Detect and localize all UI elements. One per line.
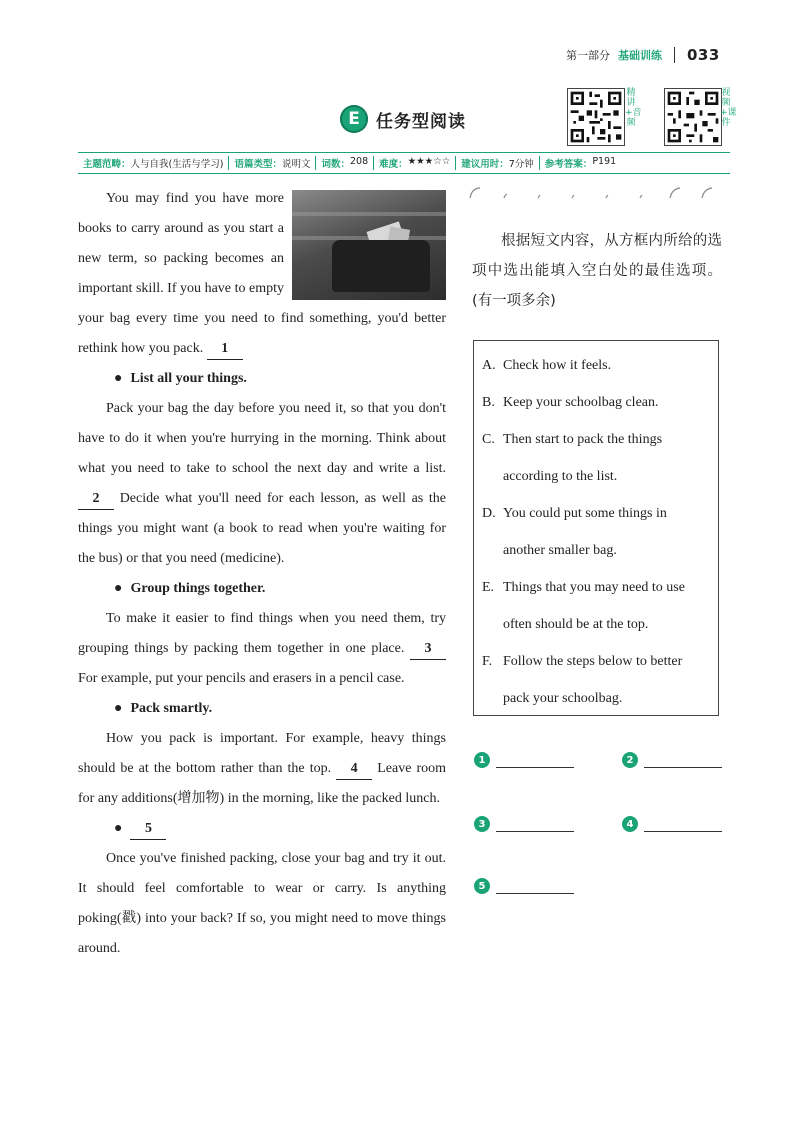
decorative-dashes <box>466 186 726 200</box>
para-text: Leave room for any additions(增加物) in the morning, like the packed lunch. <box>78 761 447 806</box>
option-f <box>482 643 710 717</box>
intro-text: You may find you have more books to carry around as you start a new term, so packing becomes an important skill. If you have to empty your bag every time you need to find something, you'd better rethink how you pack. <box>78 191 446 356</box>
option-text: You could put some things in another smaller bag. <box>503 506 667 558</box>
meta-key: 主题范畴： <box>83 159 131 170</box>
answer-line[interactable] <box>496 817 574 832</box>
answer-1[interactable] <box>474 752 574 768</box>
qr-label-audio: 精讲+音频 <box>625 88 642 128</box>
option-letter: A. <box>482 358 496 373</box>
blank-4: 4 <box>336 759 372 780</box>
answer-line[interactable] <box>644 817 722 832</box>
meta-theme <box>78 156 228 170</box>
option-letter: F. <box>482 654 493 669</box>
meta-value: 人与自我(生活与学习) <box>130 159 224 170</box>
option-a <box>482 347 710 384</box>
heading-text: List all your things. <box>130 371 247 386</box>
meta-key: 难度： <box>379 159 408 170</box>
paragraph-group <box>78 604 446 694</box>
meta-value: 208 <box>349 156 369 167</box>
answer-3[interactable] <box>474 816 574 832</box>
heading-text: Group things together. <box>130 581 266 596</box>
answer-number: 3 <box>474 816 490 832</box>
option-d <box>482 495 710 569</box>
blank-5: 5 <box>130 819 166 840</box>
answer-2[interactable] <box>622 752 722 768</box>
para-text: Pack your bag the day before you need it, so that you don't have to do it when you're hurrying in the morning. Think about what you need to take to school the next day and write a list. <box>78 401 446 476</box>
page-number: 033 <box>687 46 720 64</box>
heading-pack-smartly <box>78 694 446 724</box>
heading-group-things <box>78 574 446 604</box>
page-header <box>566 44 766 66</box>
option-letter: D. <box>482 506 496 521</box>
meta-value: P191 <box>592 156 617 167</box>
answer-number: 4 <box>622 816 638 832</box>
option-text: Keep your schoolbag clean. <box>503 395 659 410</box>
meta-key: 语篇类型： <box>234 159 282 170</box>
answer-number: 2 <box>622 752 638 768</box>
meta-word-count <box>315 156 373 170</box>
meta-value: 7分钟 <box>508 159 534 170</box>
qr-code-audio[interactable] <box>567 88 625 146</box>
meta-answer-ref <box>539 156 621 170</box>
paragraph-pack <box>78 724 446 814</box>
option-text: Things that you may need to use often should be at the top. <box>503 580 685 632</box>
qr-code-video[interactable] <box>664 88 722 146</box>
task-instruction: 根据短文内容，从方框内所给的选项中选出能填入空白处的最佳选项。(有一项多余) <box>472 233 722 309</box>
section-badge: E <box>340 105 368 133</box>
meta-info-bar <box>78 152 730 174</box>
header-divider <box>674 47 675 63</box>
paragraph-final <box>78 844 446 964</box>
header-section: 基础训练 <box>618 49 662 62</box>
blank-3: 3 <box>410 639 446 660</box>
blank-2: 2 <box>78 489 114 510</box>
options-box <box>473 340 719 716</box>
bullet-dot: ● <box>114 701 123 716</box>
answer-number: 5 <box>474 878 490 894</box>
blank-1: 1 <box>207 339 243 360</box>
para-text: How you pack is important. For example, heavy things should be at the bottom rather than the top. <box>78 731 446 776</box>
meta-value: ★★★☆☆ <box>407 156 451 167</box>
meta-difficulty <box>373 156 455 170</box>
bullet-dot: ● <box>114 821 123 836</box>
passage-intro <box>78 184 446 364</box>
option-text: Follow the steps below to better pack your schoolbag. <box>503 654 683 706</box>
para-text: Once you've finished packing, close your bag and try it out. It should feel comfortable to wear or carry. Is anything poking(戳) into your back? If so, you might need to move things around. <box>78 851 446 956</box>
heading-blank-5 <box>78 814 446 844</box>
answer-line[interactable] <box>644 753 722 768</box>
para-text: Decide what you'll need for each lesson, as well as the things you might want (a book to read when you're waiting for the bus) or that you need (medicine). <box>78 491 447 566</box>
section-title-text: 任务型阅读 <box>376 111 466 132</box>
answer-4[interactable] <box>622 816 722 832</box>
meta-suggested-time <box>455 156 539 170</box>
answer-number: 1 <box>474 752 490 768</box>
bullet-dot: ● <box>114 581 123 596</box>
schoolbag-photo <box>292 190 446 300</box>
qr-pattern <box>568 89 624 145</box>
para-text: For example, put your pencils and erasers in a pencil case. <box>78 671 405 686</box>
answer-5[interactable] <box>474 878 574 894</box>
meta-key: 参考答案： <box>544 159 593 170</box>
qr-pattern <box>665 89 721 145</box>
option-e <box>482 569 710 643</box>
meta-key: 建议用时： <box>461 159 509 170</box>
meta-value: 说明文 <box>281 159 311 170</box>
answer-line[interactable] <box>496 879 574 894</box>
option-c <box>482 421 710 495</box>
meta-key: 词数： <box>321 159 350 170</box>
qr-label-video: 视频+课件 <box>720 88 737 128</box>
option-letter: C. <box>482 432 495 447</box>
meta-text-type <box>228 156 315 170</box>
para-text: To make it easier to find things when you need them, try grouping things by packing them together in one place. <box>78 611 446 656</box>
option-text: Check how it feels. <box>503 358 612 373</box>
answer-area <box>474 748 734 918</box>
reading-passage <box>78 184 446 964</box>
option-letter: B. <box>482 395 495 410</box>
paragraph-list <box>78 394 446 574</box>
heading-text: Pack smartly. <box>130 701 213 716</box>
option-b <box>482 384 710 421</box>
header-part: 第一部分 <box>566 49 610 62</box>
bullet-dot: ● <box>114 371 123 386</box>
option-text: Then start to pack the things according to the list. <box>503 432 663 484</box>
heading-list-things <box>78 364 446 394</box>
option-letter: E. <box>482 580 495 595</box>
answer-line[interactable] <box>496 753 574 768</box>
section-title <box>340 104 466 134</box>
